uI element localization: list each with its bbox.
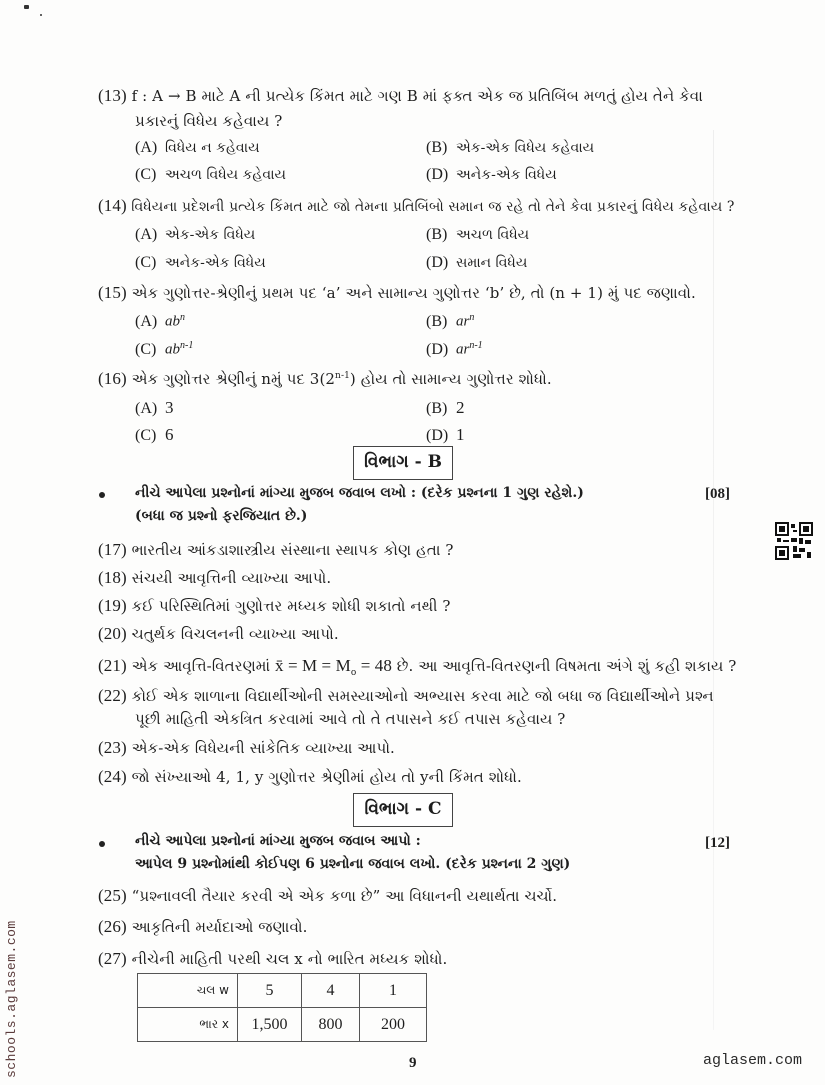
table-row-label: ચલ w	[138, 974, 238, 1008]
table-cell: 1,500	[238, 1008, 302, 1042]
section-b-heading: વિભાગ - B	[353, 446, 453, 480]
weighted-mean-table	[137, 973, 427, 1042]
table-cell: 800	[302, 1008, 360, 1042]
question-13	[98, 86, 703, 106]
option-13-c: (C) અચળ વિધેય કહેવાય	[135, 166, 286, 183]
question-22: (22) કોઈ એક શાળાના વિદ્યાર્થીઓની સમસ્યાઓનો અભ્યાસ કરવા માટે જો બધા જ વિદ્યાર્થીઓને પ્રશ્ન	[98, 686, 714, 705]
section-b-instruction: નીચે આપેલા પ્રશ્નોનાં માંગ્યા મુજબ જવાબ લખો : (દરેક પ્રશ્નના 1 ગુણ રહેશે.)	[135, 485, 584, 501]
question-27: (27) નીચેની માહિતી પરથી ચલ x નો ભારિત મધ્યક શોધો.	[98, 949, 448, 968]
option-14-b: (B) અચળ વિધેય	[426, 226, 530, 243]
table-cell: 200	[360, 1008, 427, 1042]
section-c-heading: વિભાગ - C	[353, 793, 453, 827]
option-15-a: (A) $ab^n$	[135, 312, 185, 330]
question-19: (19) કઈ પરિસ્થિતિમાં ગુણોત્તર મધ્યક શોધી શકાતો નથી ?	[98, 596, 451, 615]
scan-speck	[40, 14, 42, 16]
scan-artifact-line	[713, 130, 714, 1030]
section-b-marks: [08]	[705, 486, 730, 502]
qr-code	[775, 522, 813, 560]
question-17: (17) ભારતીય આંકડાશાસ્ત્રીય સંસ્થાના સ્થાપક કોણ હતા ?	[98, 540, 454, 559]
question-15: (15) એક ગુણોત્તર-શ્રેણીનું પ્રથમ પદ ‘a’ અને સામાન્ય ગુણોત્તર ‘b’ છે, તો (n + 1) મું પદ જણાવો.	[98, 283, 696, 302]
table-cell: 1	[360, 974, 427, 1008]
bullet-icon	[99, 492, 105, 498]
question-16: (16) એક ગુણોત્તર શ્રેણીનું nમું પદ 3(2$^{n-1}$) હોય તો સામાન્ય ગુણોત્તર શોધો.	[98, 369, 552, 388]
question-21: (21) એક આવૃત્તિ-વિતરણમાં x̄ = $M = M_o = 48$ છે. આ આવૃત્તિ-વિતરણની વિષમતા અંગે શું કહી શકાય ?	[98, 656, 737, 678]
bottom-watermark: aglasem.com	[703, 1052, 803, 1069]
qr-code-icon	[775, 522, 813, 560]
option-16-c: (C) 6	[135, 425, 174, 444]
option-14-c: (C) અનેક-એક વિધેય	[135, 254, 266, 271]
section-b-instruction-2: (બધા જ પ્રશ્નો ફરજિયાત છે.)	[135, 508, 308, 524]
side-watermark: schools.aglasem.com	[4, 920, 19, 1078]
question-text: f : A → B માટે A ની પ્રત્યેક કિંમત માટે ગણ B માં ફક્ત એક જ પ્રતિબિંબ મળતું હોય તેને કેવા	[131, 87, 703, 105]
bullet-icon	[99, 841, 105, 847]
option-16-b: (B) 2	[426, 398, 465, 417]
question-13-continued: પ્રકારનું વિધેય કહેવાય ?	[135, 112, 283, 130]
question-18: (18) સંચયી આવૃત્તિની વ્યાખ્યા આપો.	[98, 568, 332, 587]
question-20: (20) ચતુર્થક વિચલનની વ્યાખ્યા આપો.	[98, 624, 339, 643]
scan-speck	[24, 5, 29, 9]
option-15-c: (C) $ab^{n-1}$	[135, 340, 194, 358]
table-cell: 4	[302, 974, 360, 1008]
option-13-a: (A) વિધેય ન કહેવાય	[135, 139, 260, 156]
page-number: 9	[409, 1055, 417, 1071]
section-c-instruction: નીચે આપેલા પ્રશ્નોનાં માંગ્યા મુજબ જવાબ આપો :	[135, 833, 421, 849]
option-15-d: (D) $ar^{n-1}$	[426, 340, 483, 358]
option-15-b: (B) $ar^n$	[426, 312, 475, 330]
question-25: (25) “પ્રશ્નાવલી તૈયાર કરવી એ એક કળા છે” આ વિધાનની યથાર્થતા ચર્ચો.	[98, 886, 558, 905]
table-row	[138, 974, 427, 1008]
option-16-d: (D) 1	[426, 425, 465, 444]
question-24: (24) જો સંખ્યાઓ 4, 1, y ગુણોત્તર શ્રેણીમાં હોય તો yની કિંમત શોધો.	[98, 767, 522, 786]
section-c-instruction-2: આપેલ 9 પ્રશ્નોમાંથી કોઈપણ 6 પ્રશ્નોના જવાબ લખો. (દરેક પ્રશ્નના 2 ગુણ)	[135, 856, 571, 872]
question-23: (23) એક-એક વિધેયની સાંકેતિક વ્યાખ્યા આપો.	[98, 738, 395, 757]
option-16-a: (A) 3	[135, 398, 174, 417]
option-14-a: (A) એક-એક વિધેય	[135, 226, 256, 243]
option-13-b: (B) એક-એક વિધેય કહેવાય	[426, 139, 595, 156]
question-number: (13)	[98, 86, 127, 105]
question-22-continued: પૂછી માહિતી એકત્રિત કરવામાં આવે તો તે તપાસને કઈ તપાસ કહેવાય ?	[135, 710, 566, 728]
table-row-label: ભાર x	[138, 1008, 238, 1042]
option-14-d: (D) સમાન વિધેય	[426, 254, 528, 271]
question-26: (26) આકૃતિની મર્યાદાઓ જણાવો.	[98, 917, 308, 936]
question-14: (14) વિધેયના પ્રદેશની પ્રત્યેક કિંમત માટે જો તેમના પ્રતિબિંબો સમાન જ રહે તો તેને કેવા પ્રકારનું વિધેય કહેવાય ?	[98, 196, 735, 215]
section-c-marks: [12]	[705, 835, 730, 851]
option-13-d: (D) અનેક-એક વિધેય	[426, 166, 557, 183]
table-cell: 5	[238, 974, 302, 1008]
table-row	[138, 1008, 427, 1042]
